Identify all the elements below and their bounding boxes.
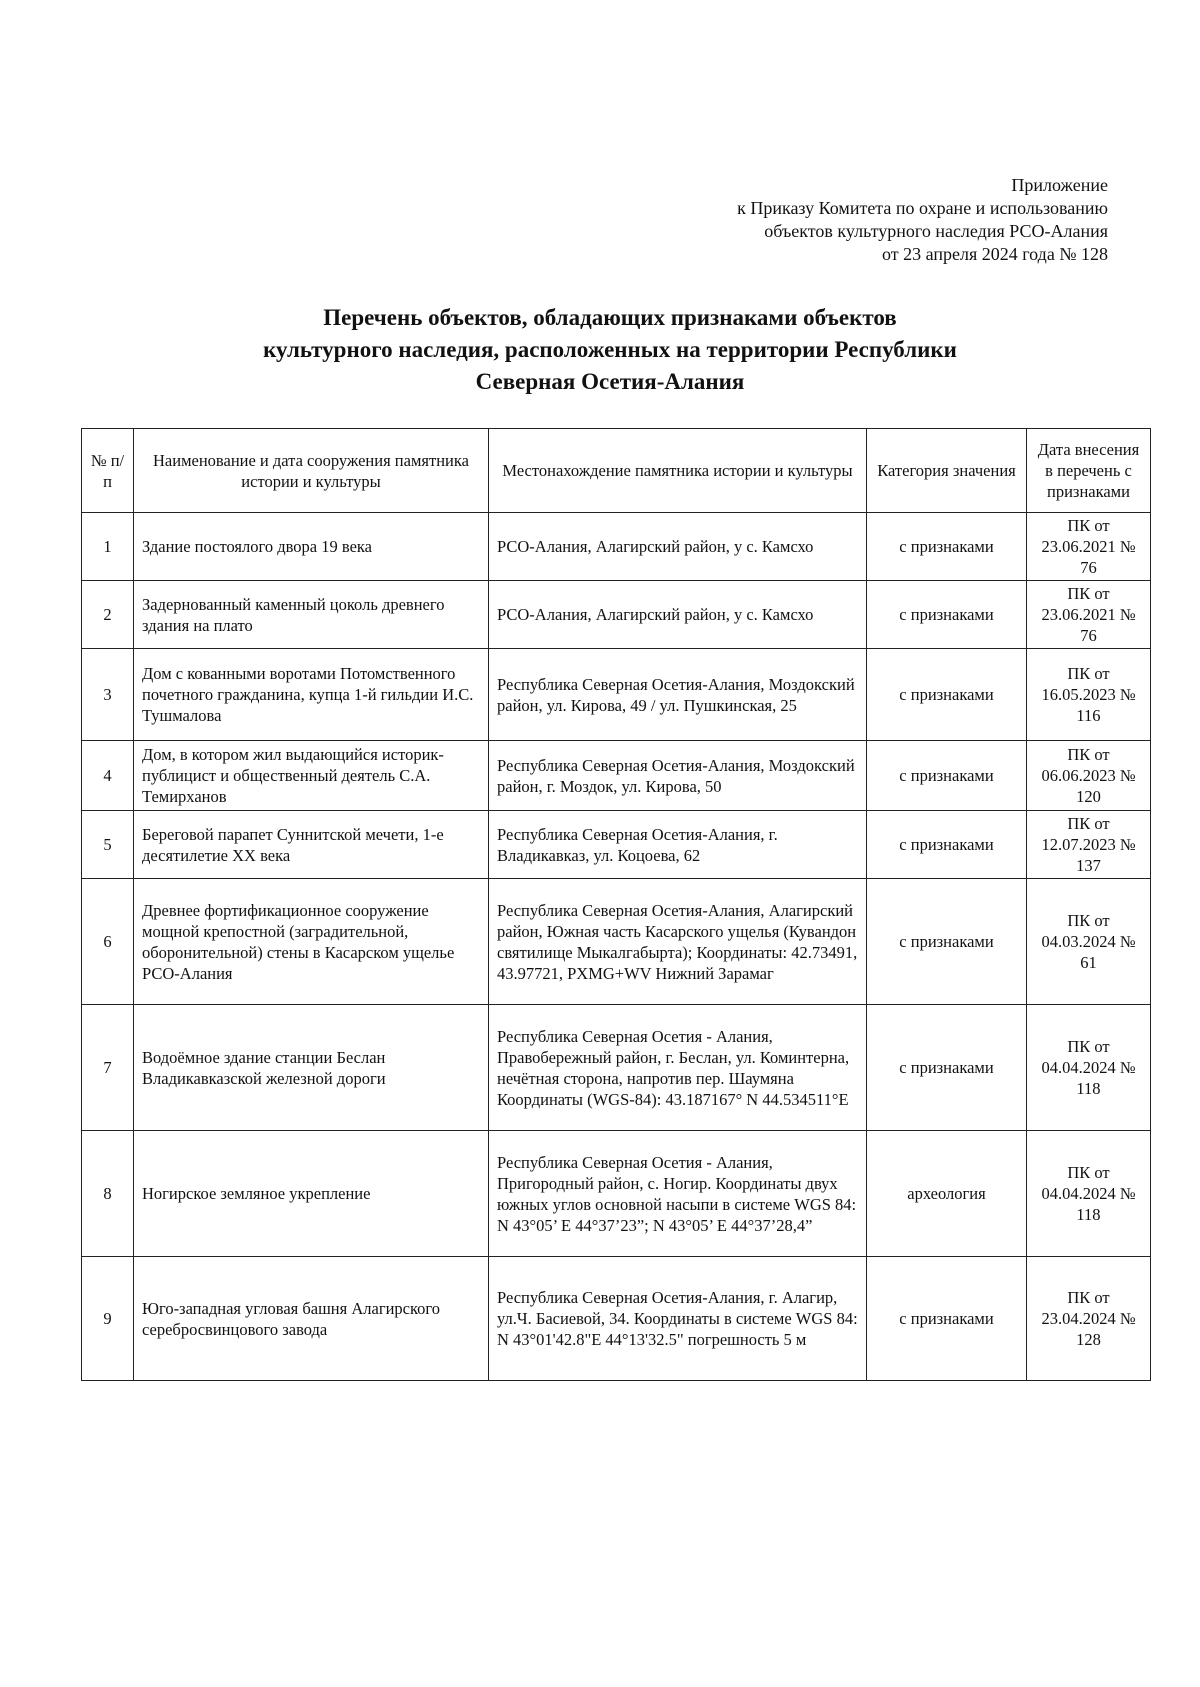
heritage-objects-table <box>81 428 1151 1381</box>
cell-num: 4 <box>82 741 134 811</box>
table-row <box>82 581 1151 649</box>
cell-num: 7 <box>82 1005 134 1131</box>
cell-date: ПК от 23.06.2021 № 76 <box>1027 581 1151 649</box>
cell-date: ПК от 12.07.2023 № 137 <box>1027 811 1151 879</box>
cell-location: РСО-Алания, Алагирский район, у с. Камсхо <box>489 513 867 581</box>
cell-date: ПК от 04.04.2024 № 118 <box>1027 1131 1151 1257</box>
cell-name: Береговой парапет Суннитской мечети, 1-е десятилетие XX века <box>134 811 489 879</box>
title-line-3: Северная Осетия-Алания <box>475 369 745 394</box>
cell-location: Республика Северная Осетия-Алания, Моздокский район, г. Моздок, ул. Кирова, 50 <box>489 741 867 811</box>
cell-location: Республика Северная Осетия - Алания, Правобережный район, г. Беслан, ул. Коминтерна, нечётная сторона, напротив пер. Шаумяна Координаты (WGS-84): 43.187167° N 44.534511°E <box>489 1005 867 1131</box>
cell-location: Республика Северная Осетия-Алания, Алагирский район, Южная часть Касарского ущелья (Кувандон святилище Мыкалгабырта); Координаты: 42.73491, 43.97721, PXMG+WV Нижний Зарамаг <box>489 879 867 1005</box>
cell-date: ПК от 23.04.2024 № 128 <box>1027 1257 1151 1381</box>
cell-date: ПК от 16.05.2023 № 116 <box>1027 649 1151 741</box>
cell-date: ПК от 04.04.2024 № 118 <box>1027 1005 1151 1131</box>
table-row <box>82 649 1151 741</box>
cell-category: с признаками <box>867 1257 1027 1381</box>
cell-date: ПК от 06.06.2023 № 120 <box>1027 741 1151 811</box>
cell-category: с признаками <box>867 741 1027 811</box>
table-row <box>82 811 1151 879</box>
cell-num: 2 <box>82 581 134 649</box>
cell-name: Древнее фортификационное сооружение мощной крепостной (заградительной, оборонительной) стены в Касарском ущелье РСО-Алания <box>134 879 489 1005</box>
header-date: Дата внесения в перечень с признаками <box>1027 429 1151 513</box>
table-row <box>82 1257 1151 1381</box>
cell-category: с признаками <box>867 1005 1027 1131</box>
cell-name: Ногирское земляное укрепление <box>134 1131 489 1257</box>
appendix-line-3: объектов культурного наследия РСО-Алания <box>764 221 1108 241</box>
header-num: № п/п <box>82 429 134 513</box>
cell-location: РСО-Алания, Алагирский район, у с. Камсхо <box>489 581 867 649</box>
cell-num: 5 <box>82 811 134 879</box>
appendix-line-4: от 23 апреля 2024 года № 128 <box>881 244 1108 264</box>
header-name: Наименование и дата сооружения памятника истории и культуры <box>134 429 489 513</box>
header-category: Категория значения <box>867 429 1027 513</box>
title-line-2: культурного наследия, расположенных на территории Республики <box>263 337 957 362</box>
title-line-1: Перечень объектов, обладающих признаками объектов <box>323 305 897 330</box>
cell-location: Республика Северная Осетия-Алания, г. Алагир, ул.Ч. Басиевой, 34. Координаты в системе WGS 84: N 43°01'42.8"E 44°13'32.5" погрешность 5 м <box>489 1257 867 1381</box>
cell-location: Республика Северная Осетия-Алания, г. Владикавказ, ул. Коцоева, 62 <box>489 811 867 879</box>
cell-category: с признаками <box>867 513 1027 581</box>
cell-name: Водоёмное здание станции Беслан Владикавказской железной дороги <box>134 1005 489 1131</box>
table-row <box>82 1005 1151 1131</box>
cell-name: Задернованный каменный цоколь древнего здания на плато <box>134 581 489 649</box>
cell-category: с признаками <box>867 649 1027 741</box>
cell-num: 3 <box>82 649 134 741</box>
cell-category: с признаками <box>867 879 1027 1005</box>
cell-location: Республика Северная Осетия - Алания, Пригородный район, с. Ногир. Координаты двух южных углов основной насыпи в системе WGS 84: N 43°05’ E 44°37’23”; N 43°05’ E 44°37’28,4” <box>489 1131 867 1257</box>
cell-num: 9 <box>82 1257 134 1381</box>
cell-category: археология <box>867 1131 1027 1257</box>
cell-num: 6 <box>82 879 134 1005</box>
cell-num: 1 <box>82 513 134 581</box>
cell-date: ПК от 23.06.2021 № 76 <box>1027 513 1151 581</box>
cell-name: Здание постоялого двора 19 века <box>134 513 489 581</box>
table-row <box>82 879 1151 1005</box>
header-location: Местонахождение памятника истории и культуры <box>489 429 867 513</box>
table-header-row <box>82 429 1151 513</box>
cell-category: с признаками <box>867 811 1027 879</box>
document-title <box>200 302 1020 398</box>
cell-num: 8 <box>82 1131 134 1257</box>
table-row <box>82 1131 1151 1257</box>
appendix-header <box>737 174 1108 266</box>
cell-date: ПК от 04.03.2024 № 61 <box>1027 879 1151 1005</box>
table-row <box>82 513 1151 581</box>
cell-location: Республика Северная Осетия-Алания, Моздокский район, ул. Кирова, 49 / ул. Пушкинская, 25 <box>489 649 867 741</box>
table-row <box>82 741 1151 811</box>
appendix-line-1: Приложение <box>1011 175 1108 195</box>
cell-category: с признаками <box>867 581 1027 649</box>
appendix-line-2: к Приказу Комитета по охране и использованию <box>737 198 1108 218</box>
cell-name: Юго-западная угловая башня Алагирского серебросвинцового завода <box>134 1257 489 1381</box>
cell-name: Дом с кованными воротами Потомственного почетного гражданина, купца 1-й гильдии И.С. Тушмалова <box>134 649 489 741</box>
cell-name: Дом, в котором жил выдающийся историк-публицист и общественный деятель С.А. Темирханов <box>134 741 489 811</box>
